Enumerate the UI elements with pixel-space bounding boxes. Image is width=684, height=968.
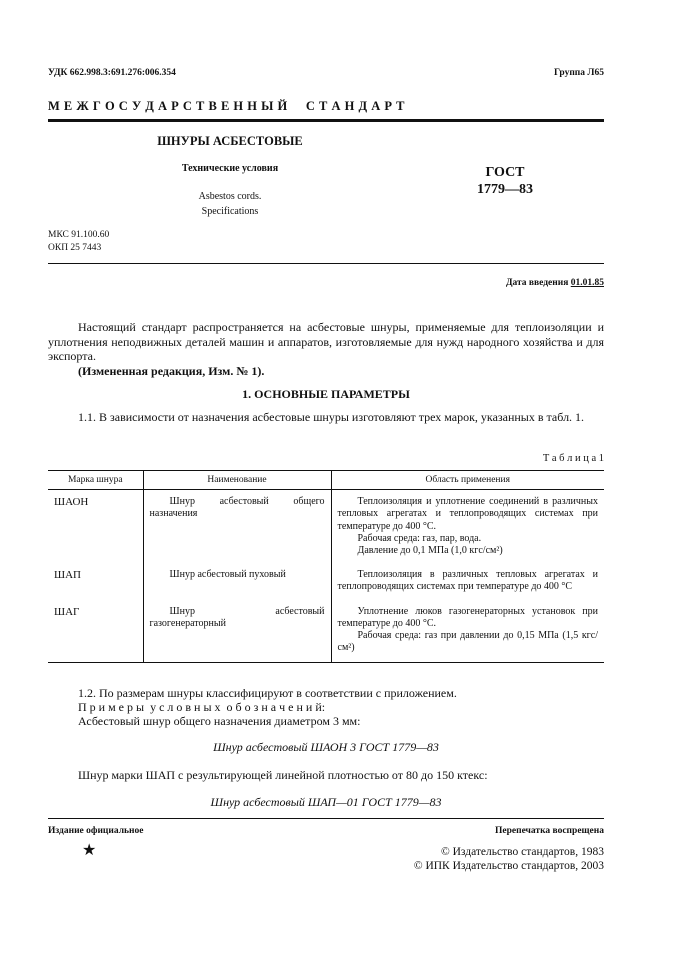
cell-mark: ШАП [54, 569, 81, 582]
example-2-text: Шнур марки ШАП с результирующей линейной плотностью от 80 до 150 ктекс: [78, 768, 488, 782]
cell-name: Шнур асбестовый газогенераторный [143, 598, 331, 663]
udk-code: УДК 662.998.3:691.276:006.354 [48, 68, 176, 78]
group-code: Группа Л65 [553, 68, 604, 78]
table-row [48, 598, 604, 663]
edition-note: (Измененная редакция, Изм. № 1). [78, 364, 265, 378]
footer-rule [48, 818, 604, 819]
header-rule [48, 119, 604, 122]
example-1: Шнур асбестовый ШАОН 3 ГОСТ 1779—83 [213, 740, 439, 754]
copyright-2003: © ИПК Издательство стандартов, 2003 [413, 860, 604, 872]
copyright-1983: © Издательство стандартов, 1983 [440, 846, 604, 858]
okp-code: ОКП 25 7443 [48, 243, 102, 253]
area-line: Уплотнение люков газогенераторных установок при температуре до 400 °С. [337, 605, 598, 629]
cell-area [331, 561, 604, 597]
header-area: Область применения [331, 471, 604, 490]
area-line: Рабочая среда: газ при давлении до 0,15 МПа (1,5 кгс/см²) [337, 630, 598, 654]
cell-name: Шнур асбестовый общего назначения [143, 490, 331, 562]
mks-code: МКС 91.100.60 [48, 230, 110, 240]
table-row [48, 561, 604, 597]
standard-banner: М Е Ж Г О С У Д А Р С Т В Е Н Н Ы Й С Т А Н Д А Р Т [48, 99, 405, 113]
cell-mark: ШАОН [54, 496, 89, 509]
examples-label: П р и м е р ы у с л о в н ы х о б о з н а ч е н и й: [78, 700, 326, 714]
english-title-line1: Asbestos cords. [198, 191, 262, 202]
star-icon: ★ [82, 842, 97, 859]
cell-area [331, 490, 604, 562]
example-2: Шнур асбестовый ШАП—01 ГОСТ 1779—83 [210, 795, 442, 809]
section-1-title: 1. ОСНОВНЫЕ ПАРАМЕТРЫ [242, 387, 410, 401]
area-line: Давление до 0,1 МПа (1,0 кгс/см²) [357, 545, 503, 557]
cell-area [331, 598, 604, 663]
intro-paragraph: Настоящий стандарт распространяется на асбестовые шнуры, применяемые для теплоизоляции и уплотнения неподвижных деталей машин и аппаратов, изготовляемые для нужд народного хозяйства и для экспорта. [48, 320, 604, 363]
official-edition: Издание официальное [48, 826, 144, 836]
gost-label: ГОСТ [485, 165, 525, 180]
table-row [48, 490, 604, 562]
area-line: Теплоизоляция в различных тепловых агрегатах и теплопроводящих системах при температуре до 400 °С [337, 569, 598, 593]
table-1 [48, 470, 604, 663]
english-title-line2: Specifications [201, 206, 259, 217]
table-caption: Т а б л и ц а 1 [542, 453, 604, 464]
area-line: Рабочая среда: газ, пар, вода. [357, 532, 482, 544]
cell-name: Шнур асбестовый пуховый [143, 561, 331, 597]
cell-mark: ШАГ [48, 598, 143, 663]
paragraph-1-1: 1.1. В зависимости от назначения асбестовые шнуры изготовляют трех марок, указанных в табл. 1. [78, 410, 585, 424]
intro-date-label: Дата введения [505, 278, 569, 288]
example-1-text: Асбестовый шнур общего назначения диаметром 3 мм: [78, 714, 361, 728]
doc-subtitle: Технические условия [181, 163, 279, 174]
intro-date [506, 278, 604, 288]
header-name: Наименование [143, 471, 331, 490]
title-rule [48, 263, 604, 264]
header-mark: Марка шнура [48, 471, 143, 490]
doc-title: ШНУРЫ АСБЕСТОВЫЕ [157, 134, 303, 148]
intro-date-value: 01.01.85 [570, 278, 604, 288]
area-line: Теплоизоляция и уплотнение соединений в различных тепловых агрегатах и теплопроводящих системах при температуре до 400 °С. [337, 496, 598, 532]
reprint-notice: Перепечатка воспрещена [494, 826, 604, 836]
paragraph-1-2: 1.2. По размерам шнуры классифицируют в соответствии с приложением. [78, 686, 457, 700]
gost-number: 1779—83 [477, 182, 533, 197]
table-header-row [48, 471, 604, 490]
